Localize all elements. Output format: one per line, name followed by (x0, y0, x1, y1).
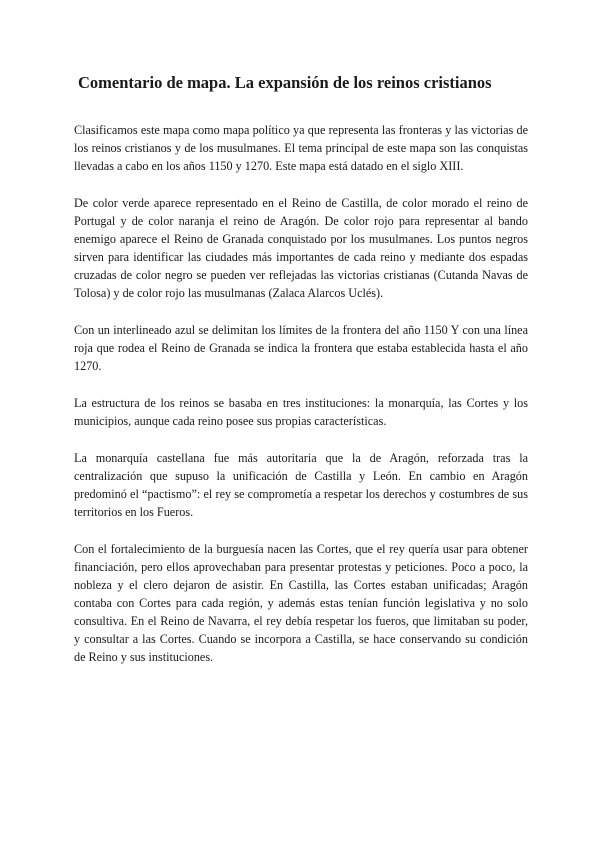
document-title: Comentario de mapa. La expansión de los reinos cristianos (78, 73, 492, 92)
paragraph-borders: Con un interlineado azul se delimitan los límites de la frontera del año 1150 Y con una línea roja que rodea el Reino de Granada se indica la frontera que estaba establecida hasta el año 1270. (74, 323, 528, 373)
paragraph-monarchy: La monarquía castellana fue más autoritaria que la de Aragón, reforzada tras la centralización que supuso la unificación de Castilla y León. En cambio en Aragón predominó el “pactismo”: el rey se comprometía a respetar los derechos y costumbres de sus territorios en los Fueros. (74, 451, 528, 519)
document-body (74, 121, 528, 685)
paragraph-institutions: La estructura de los reinos se basaba en tres instituciones: la monarquía, las Cortes y los municipios, aunque cada reino posee sus propias características. (74, 396, 528, 428)
paragraph-map-classification: Clasificamos este mapa como mapa político ya que representa las fronteras y las victorias de los reinos cristianos y de los musulmanes. El tema principal de este mapa son las conquistas llevadas a cabo en los años 1150 y 1270. Este mapa está datado en el siglo XIII. (74, 123, 528, 173)
paragraph-cortes: Con el fortalecimiento de la burguesía nacen las Cortes, que el rey quería usar para obtener financiación, pero ellos aprovechaban para presentar protestas y peticiones. Poco a poco, la nobleza y el clero dejaron de asistir. En Castilla, las Cortes estaban unificadas; Aragón contaba con Cortes para cada región, y además estas tenían función legislativa y no solo consultiva. En el Reino de Navarra, el rey debía respetar los fueros, que limitaban su poder, y consultar a las Cortes. Cuando se incorpora a Castilla, se hace conservando su condición de Reino y sus instituciones. (74, 542, 528, 664)
paragraph-map-colors: De color verde aparece representado en el Reino de Castilla, de color morado el reino de Portugal y de color naranja el reino de Aragón. De color rojo para representar al bando enemigo aparece el Reino de Granada conquistado por los musulmanes. Los puntos negros sirven para identificar las ciudades más importantes de cada reino y mediante dos espadas cruzadas de color negro se pueden ver reflejadas las victorias cristianas (Cutanda Navas de Tolosa) y de color rojo las musulmanas (Zalaca Alarcos Uclés). (74, 196, 528, 300)
